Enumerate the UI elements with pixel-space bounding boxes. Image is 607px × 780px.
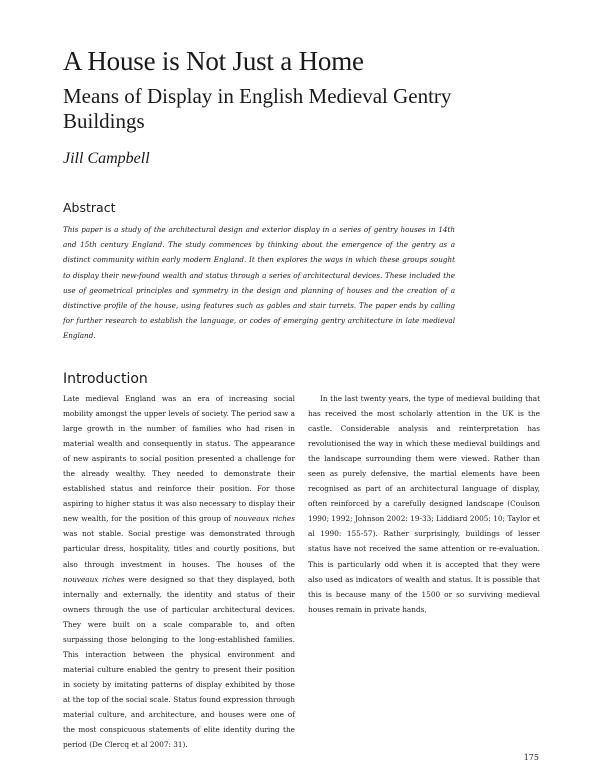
abstract-text: This paper is a study of the architectural design and exterior display in a series of gentry houses in 14th and 15th century England. The study commences by thinking about the emergence of the gentry as a distinct community within early modern England. It then explores the ways in which these groups sought to display their new-found wealth and status through a series of architectural devices. These included the use of geometrical principles and symmetry in the design and planning of houses and the creation of a distinctive profile of the house, using features such as gables and stair turrets. The paper ends by calling for further research to establish the language, or codes of emerging gentry architecture in late medieval England. bbox=[63, 225, 455, 341]
page-number: 175 bbox=[523, 753, 539, 762]
intro-paragraph-1 bbox=[63, 391, 295, 752]
intro-paragraph-2: In the last twenty years, the type of medieval building that has received the most scholarly attention in the UK is the castle. Considerable analysis and reinterpretation has revolutionised the way in which these medieval buildings and the landscape surrounding them were viewed. Rather than seen as purely defensive, the martial elements have been recognised as part of an architectural language of display, often reinforced by a carefully designed landscape (Coulson 1990; 1992; Johnson 2002: 19-33; Liddiard 2005: 10; Taylor et al 1990: 155-57). Rather surprisingly, buildings of lesser status have not received the same attention or re-evaluation. This is particularly odd when it is accepted that they were also used as indicators of wealth and status. It is possible that this is because many of the 1500 or so surviving medieval houses remain in private hands, bbox=[308, 394, 540, 614]
intro-p1-part-b: was not stable. Social prestige was demonstrated through particular dress, hospitality, titles and courtly positions, but also through investment in houses. The houses of the bbox=[63, 529, 295, 569]
intro-p1-emphasis-1: nouveaux riches bbox=[233, 514, 295, 524]
article-author: Jill Campbell bbox=[63, 150, 150, 167]
article-title: A House is Not Just a Home bbox=[63, 46, 364, 76]
introduction-heading: Introduction bbox=[63, 371, 148, 387]
text-column-right bbox=[308, 391, 540, 617]
abstract-heading: Abstract bbox=[63, 200, 116, 215]
intro-p1-part-a: Late medieval England was an era of increasing social mobility amongst the upper levels of society. The period saw a large growth in the number of families who had risen in material wealth and consequently in status. The appearance of new aspirants to social position presented a challenge for the already wealthy. They needed to demonstrate their established status and reinforce their position. For those aspiring to higher status it was also necessary to display their new wealth, for the position of this group of bbox=[63, 394, 295, 524]
intro-p1-emphasis-2: nouveaux riches bbox=[63, 574, 125, 584]
article-subtitle: Means of Display in English Medieval Gentry Buildings bbox=[63, 84, 452, 133]
text-column-left bbox=[63, 391, 295, 752]
intro-p1-part-c: were designed so that they displayed, both internally and externally, the identity and status of their owners through the use of particular architectural devices. They were built on a scale comparable to, and often surpassing those belonging to the long-established families. This interaction between the physical environment and material culture enabled the gentry to present their position in society by imitating patterns of display exhibited by those at the top of the social scale. Status found expression through material culture, and architecture, and houses were one of the most conspicuous statements of elite identity during the period (De Clercq et al 2007: 31). bbox=[63, 574, 296, 750]
